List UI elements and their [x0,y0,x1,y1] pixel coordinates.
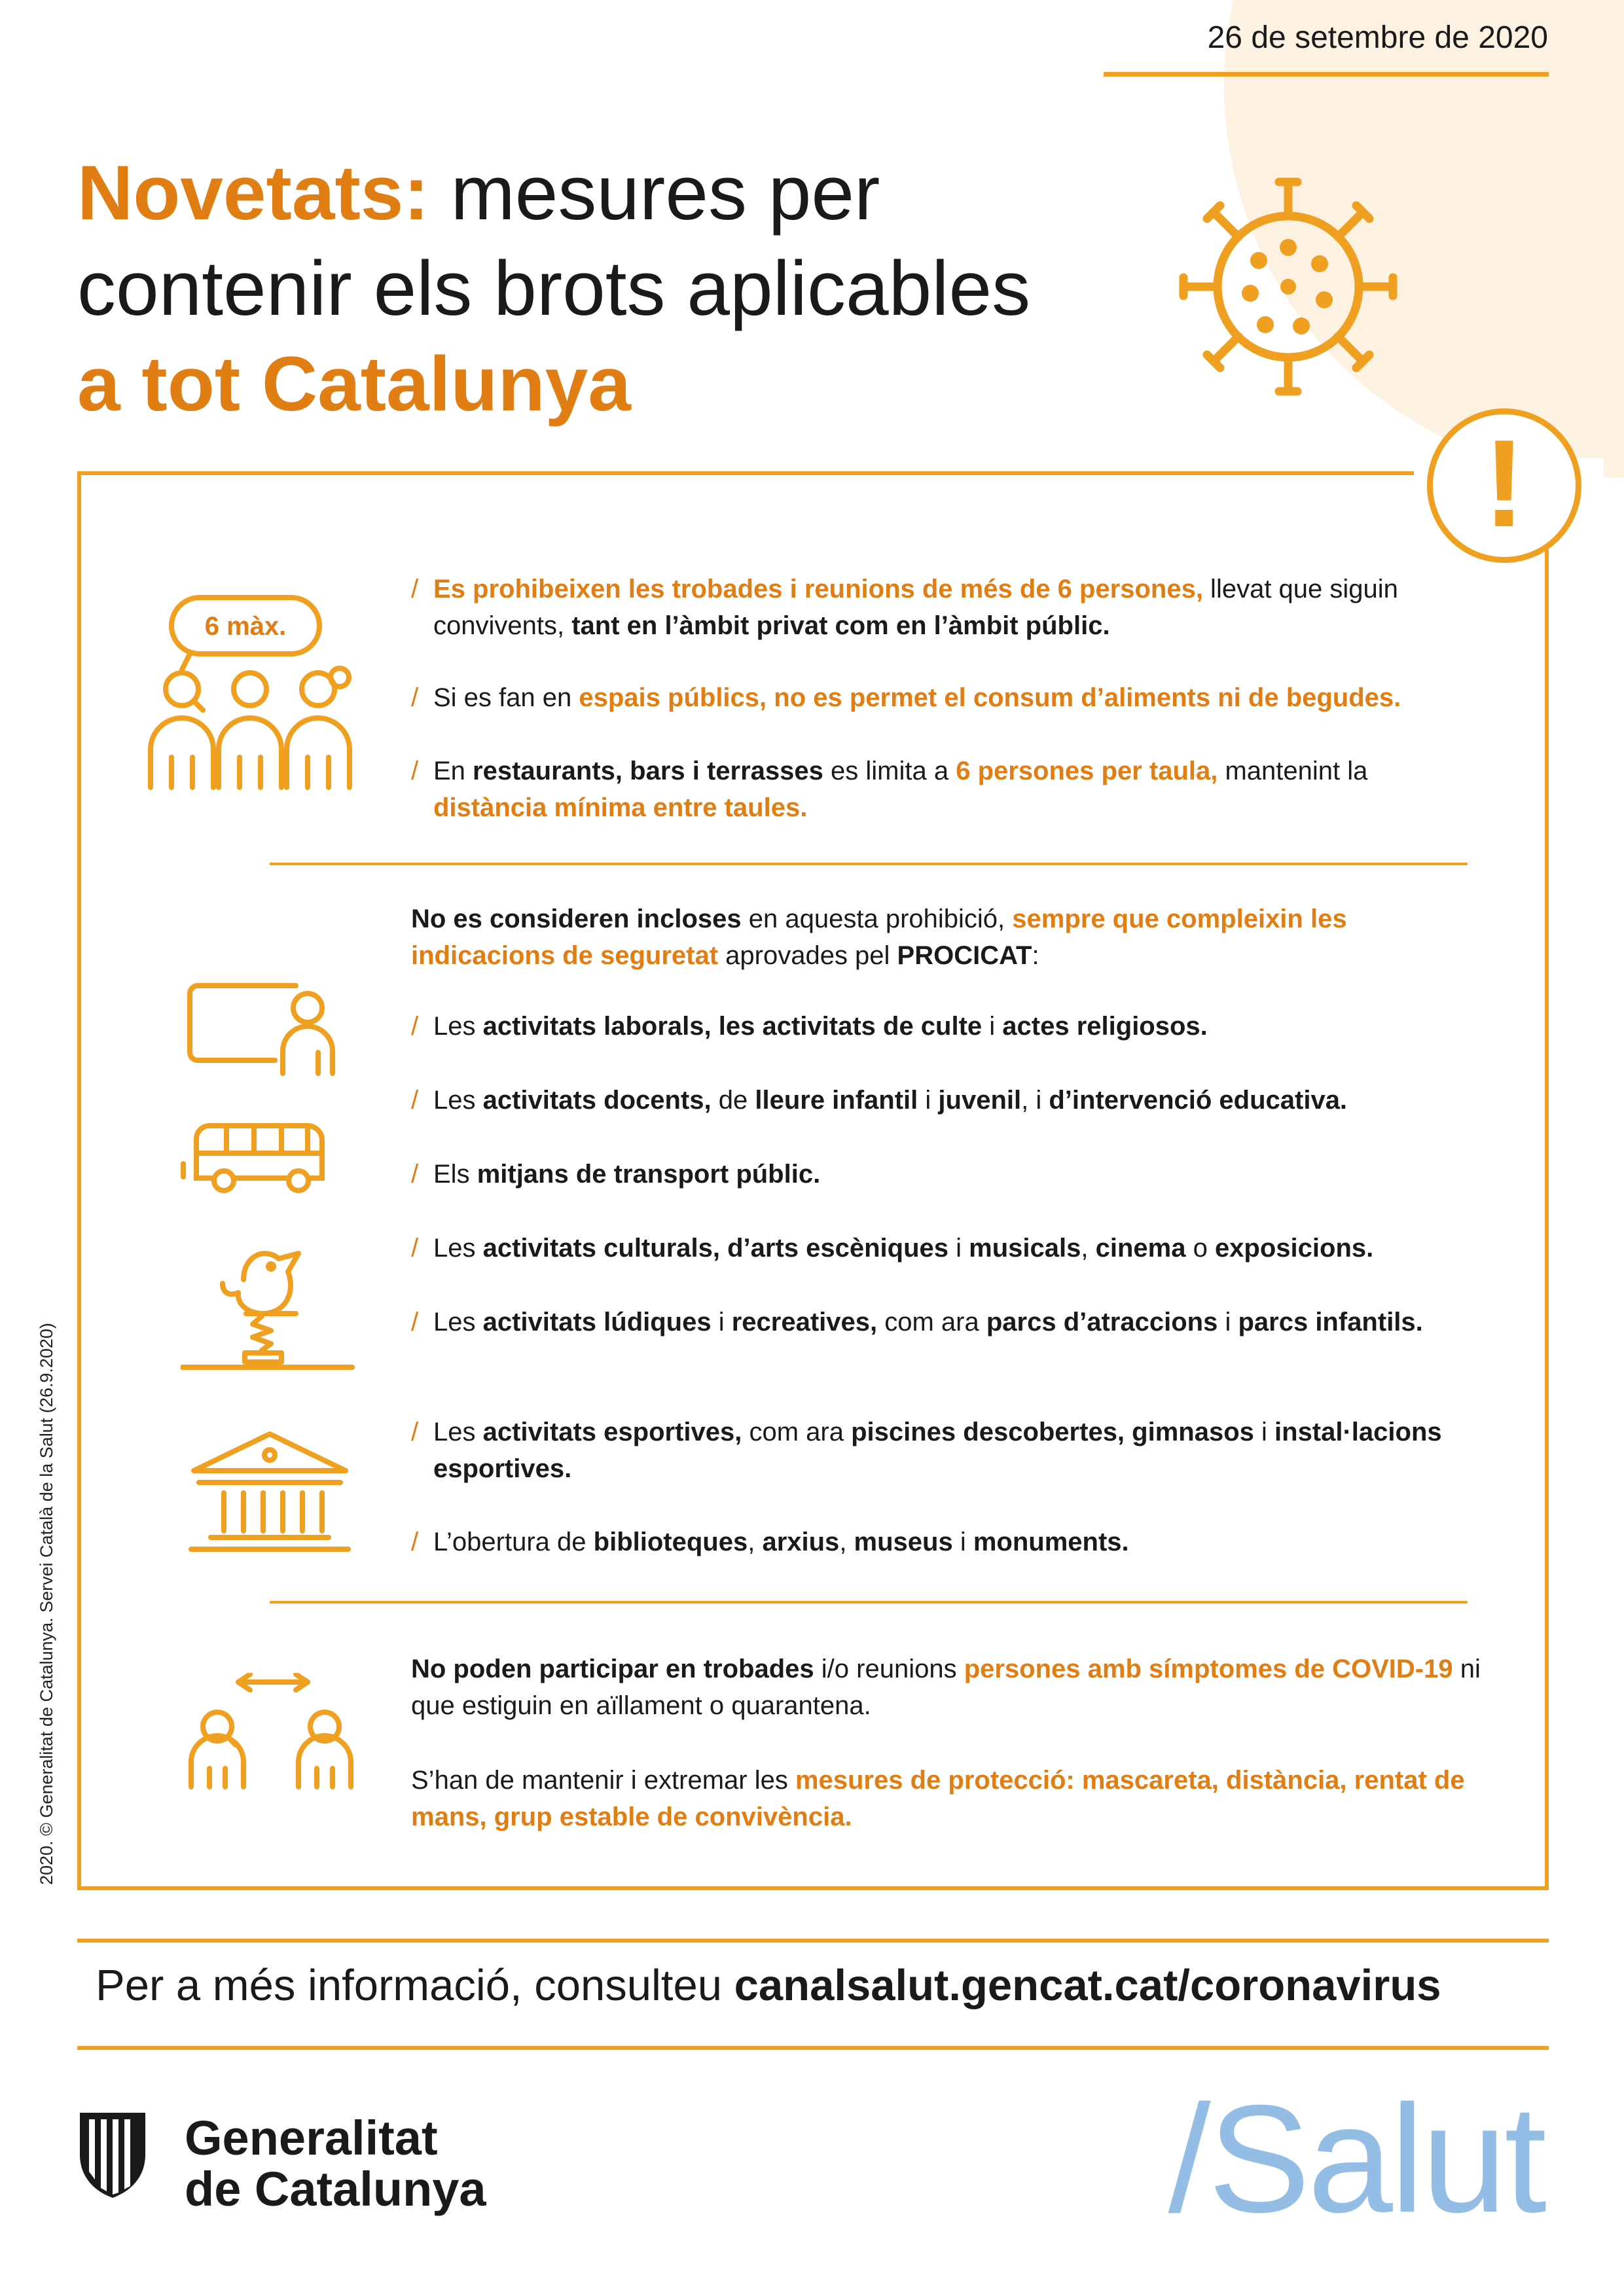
page-title [77,145,1030,432]
section2-item-4: / Les activitats culturals, d’arts escèniques i musicals, cinema o exposicions. [411,1234,1374,1263]
section2-item-1: / Les activitats laborals, les activitats de culte i actes religiosos. [411,1012,1208,1041]
section-divider-1 [270,863,1468,865]
generalitat-logo-icon [76,2109,149,2200]
title-line1: mesures per [429,150,880,236]
footer-rule-top [77,1939,1549,1943]
salut-brand: /Salut [1168,2073,1544,2244]
bus-icon [177,1119,340,1198]
virus-icon [1170,169,1406,404]
publication-date: 26 de setembre de 2020 [1207,20,1548,55]
presentation-icon [185,979,342,1077]
section1-item-1: / Es prohibeixen les trobades i reunions de més de 6 persones, llevat que siguin convivents, tant en l’àmbit privat com en l’àmbit públic. [411,575,1398,640]
social-distance-icon [185,1673,361,1791]
date-underline [1104,72,1549,77]
title-accent: Novetats: [77,150,429,236]
alert-icon: ! [1427,408,1581,563]
section2-item-6: / Les activitats esportives, com ara piscines descobertes, gimnasos i instal·lacions esportives. [411,1418,1442,1483]
title-line3: a tot Catalunya [77,341,631,427]
info-url-link[interactable]: canalsalut.gencat.cat/coronavirus [734,1961,1441,2010]
more-info-line: Per a més informació, consulteu canalsalut.gencat.cat/coronavirus [96,1961,1441,2010]
copyright-notice: 2020. © Generalitat de Catalunya. Servei Català de la Salut (26.9.2020) [37,1323,56,1885]
capacity-badge: 6 màx. [204,612,287,641]
footer-rule-bottom [77,2046,1549,2050]
section1-item-3: / En restaurants, bars i terrasses es limita a 6 persones per taula, mantenint la distància mínima entre taules. [411,757,1368,822]
title-line2: contenir els brots aplicables [77,245,1031,332]
section2-intro: No es consideren incloses en aquesta prohibició, sempre que compleixin les indicacions de seguretat aprovades pel PROCICAT: [411,905,1347,970]
playground-spring-rider-icon [181,1240,357,1371]
organization-name: Generalitat de Catalunya [185,2111,486,2216]
section3-paragraph-2: S’han de mantenir i extremar les mesures de protecció: mascareta, distància, rentat de mans, grup estable de convivència. [411,1766,1465,1831]
section3-paragraph-1: No poden participar en trobades i/o reunions persones amb símptomes de COVID-19 ni que estiguin en aïllament o quarantena. [411,1655,1481,1720]
section2-item-5: / Les activitats lúdiques i recreatives, com ara parcs d’atraccions i parcs infantils. [411,1308,1423,1336]
section1-item-2: / Si es fan en espais públics, no es permet el consum d’aliments ni de begudes. [411,683,1401,712]
group-people-icon [143,592,365,795]
museum-building-icon [185,1429,355,1560]
section2-item-3: / Els mitjans de transport públic. [411,1160,821,1189]
section2-item-2: / Les activitats docents, de lleure infantil i juvenil, i d’intervenció educativa. [411,1086,1348,1115]
section-divider-2 [270,1601,1468,1604]
section2-item-7: / L’obertura de biblioteques, arxius, museus i monuments. [411,1528,1129,1556]
